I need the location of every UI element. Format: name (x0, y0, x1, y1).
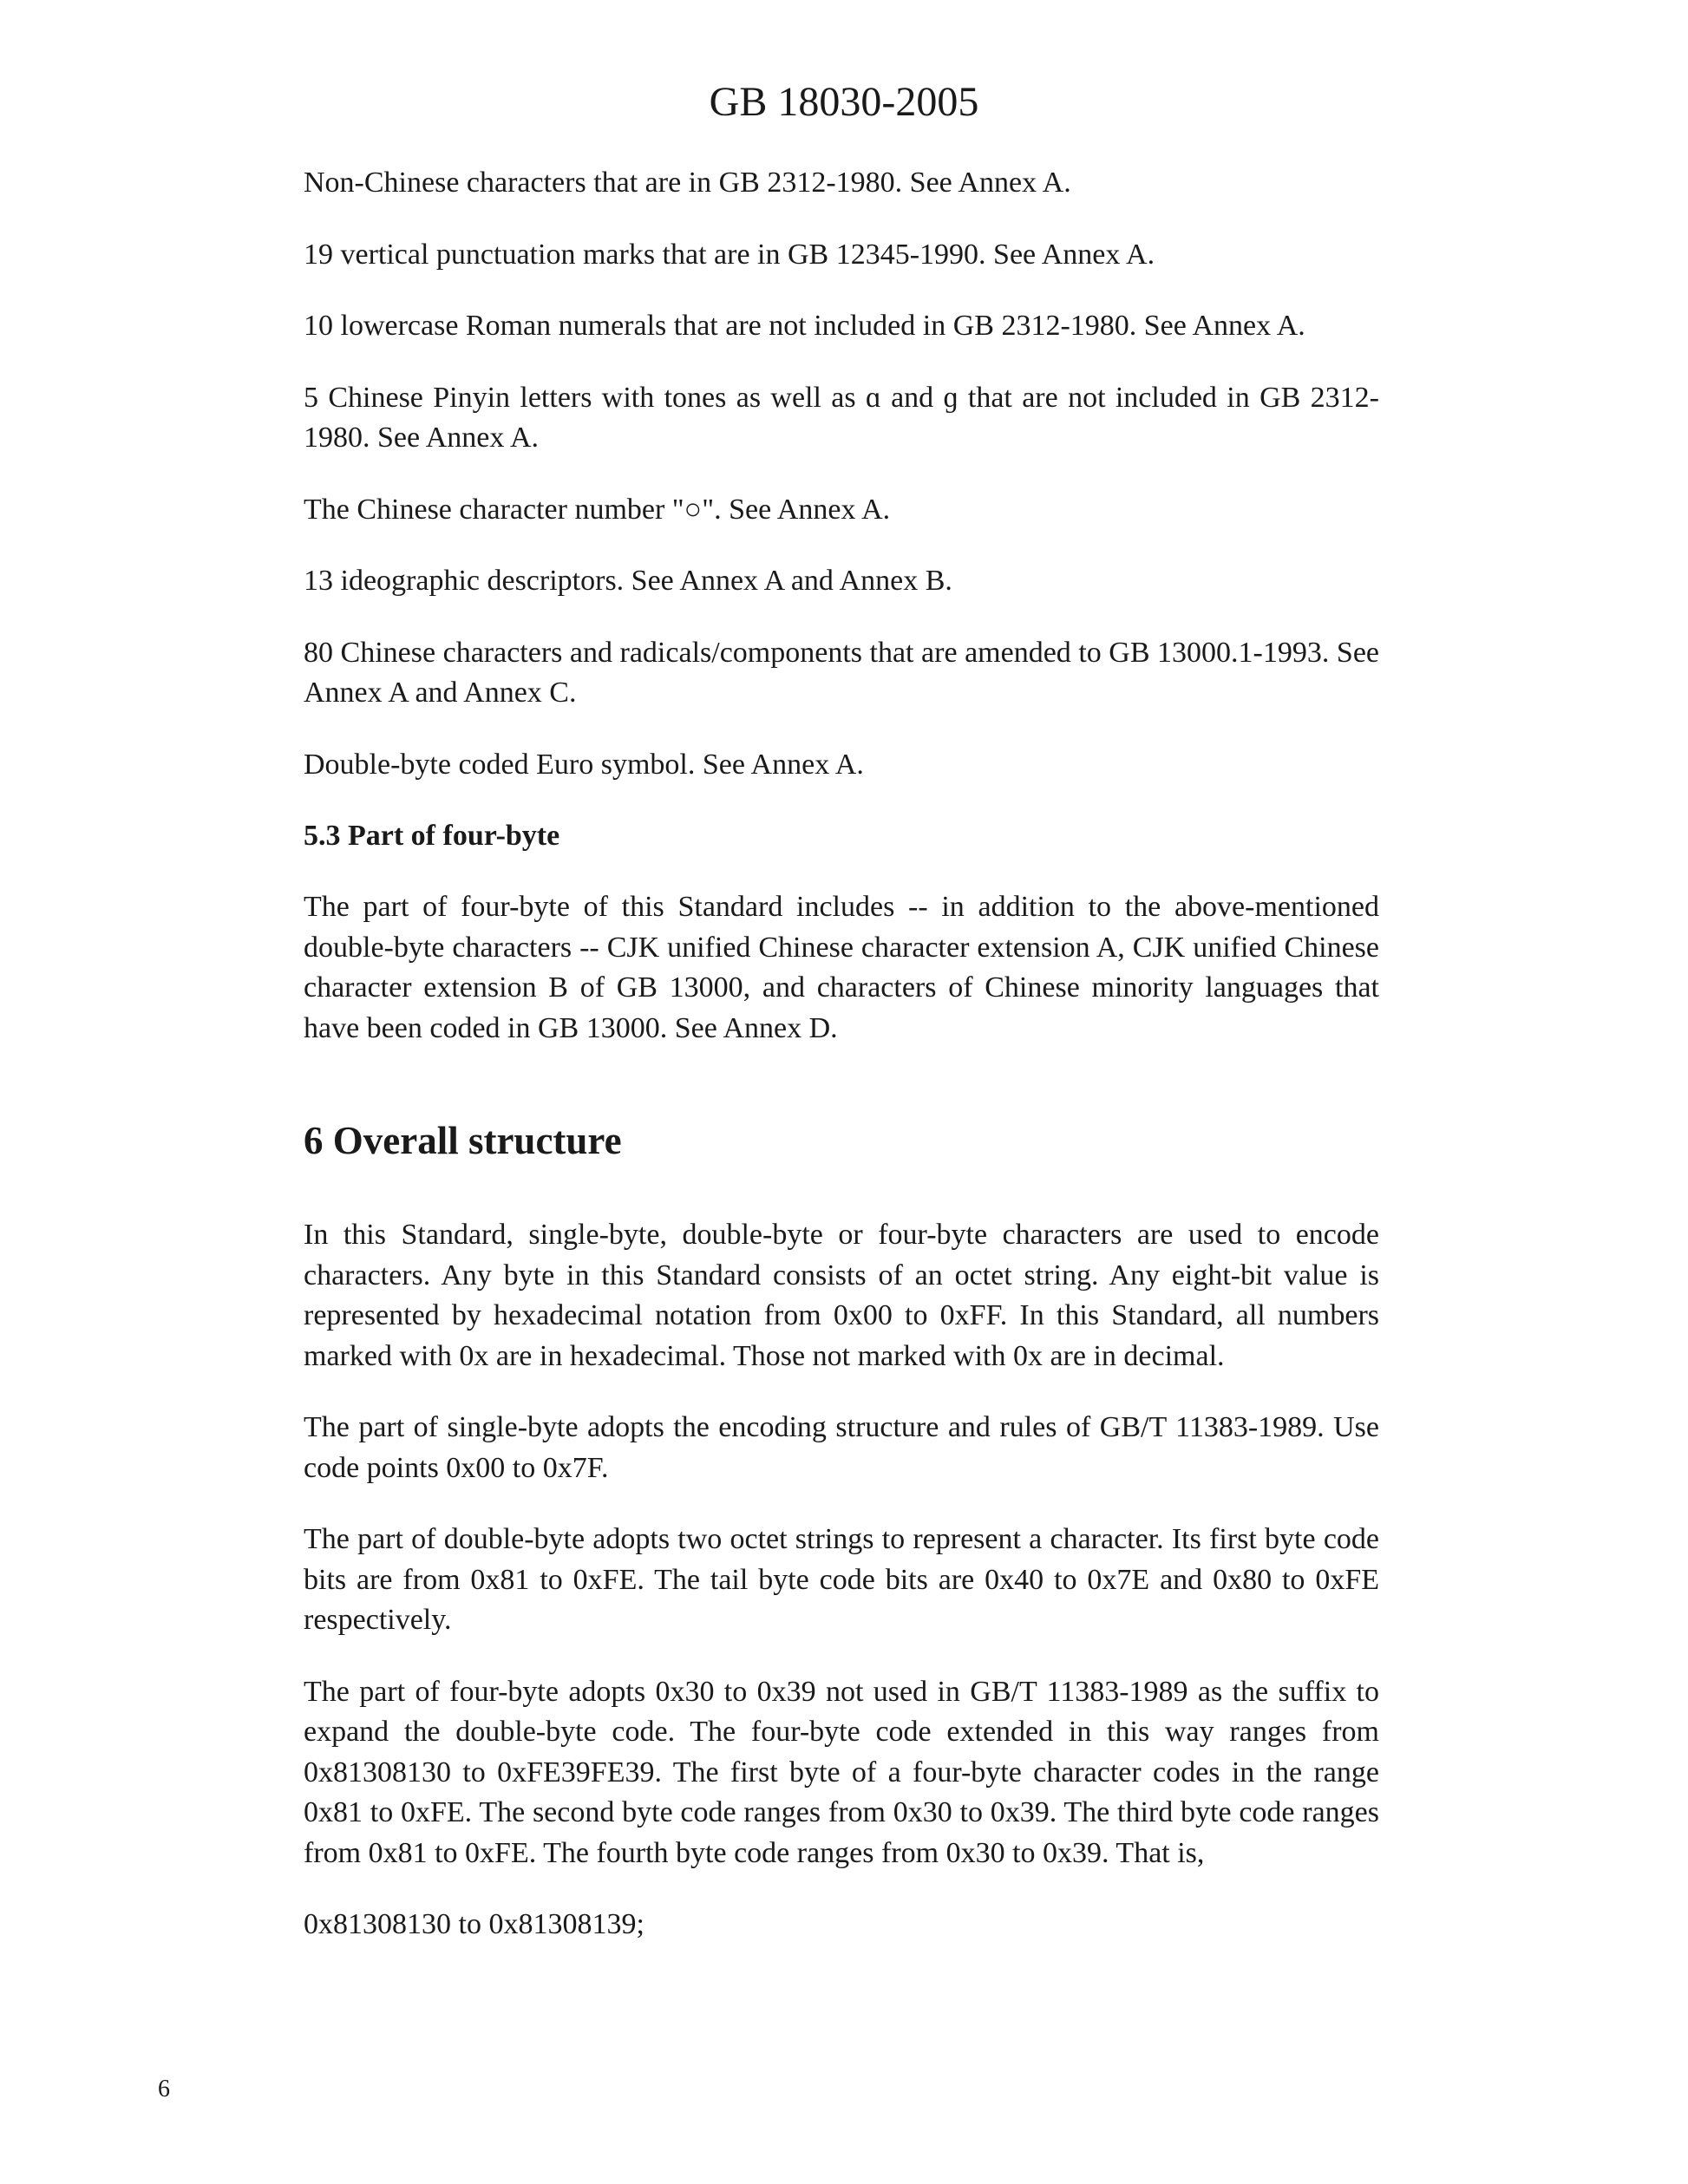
list-item-roman-numerals: 10 lowercase Roman numerals that are not included in GB 2312-1980. See Annex A. (304, 310, 1305, 342)
list-item-ideographic-descriptors: 13 ideographic descriptors. See Annex A and Annex B. (304, 565, 952, 597)
section-6-paragraph-four-byte: The part of four-byte adopts 0x30 to 0x39 not used in GB/T 11383-1989 as the suffix to expand the double-byte code. The four-byte code extended in this way ranges from 0x81308130 to 0xFE39FE39. The first byte of a four-byte character codes in the range 0x81 to 0xFE. The second byte code ranges from 0x30 to 0x39. The third byte code ranges from 0x81 to 0xFE. The fourth byte code ranges from 0x30 to 0x39. That is, (304, 1675, 1379, 1869)
section-6-heading: 6 Overall structure (304, 1119, 622, 1162)
page-header-title: GB 18030-2005 (709, 79, 979, 125)
page-number: 6 (158, 2076, 170, 2102)
list-item-character-number-zero: The Chinese character number "○". See Annex A. (304, 493, 891, 526)
list-item-pinyin-letters: 5 Chinese Pinyin letters with tones as well as ɑ and ɡ that are not included in GB 2312-1980. See Annex A. (304, 381, 1379, 454)
list-item-amended-characters: 80 Chinese characters and radicals/components that are amended to GB 13000.1-1993. See Annex A and Annex C. (304, 636, 1379, 709)
document-body (304, 163, 1379, 1977)
list-item-non-chinese-characters: Non-Chinese characters that are in GB 2312-1980. See Annex A. (304, 167, 1071, 199)
section-6-paragraph-single-byte: The part of single-byte adopts the encoding structure and rules of GB/T 11383-1989. Use code points 0x00 to 0x7F. (304, 1411, 1379, 1484)
section-5-3-body: The part of four-byte of this Standard includes -- in addition to the above-mentioned double-byte characters -- CJK unified Chinese character extension A, CJK unified Chinese character extension B of GB 13000, and characters of Chinese minority languages that have been coded in GB 13000. See Annex D. (304, 891, 1379, 1044)
list-item-vertical-punctuation: 19 vertical punctuation marks that are in GB 12345-1990. See Annex A. (304, 238, 1155, 271)
list-item-euro-symbol: Double-byte coded Euro symbol. See Annex A. (304, 748, 864, 781)
section-6-paragraph-encoding: In this Standard, single-byte, double-byte or four-byte characters are used to encode characters. Any byte in this Standard consists of an octet string. Any eight-bit value is represented by hexadecimal notation from 0x00 to 0xFF. In this Standard, all numbers marked with 0x are in hexadecimal. Those not marked with 0x are in decimal. (304, 1219, 1379, 1372)
section-6-range-line: 0x81308130 to 0x81308139; (304, 1908, 644, 1940)
section-5-3-heading: 5.3 Part of four-byte (304, 820, 560, 852)
section-6-paragraph-double-byte: The part of double-byte adopts two octet strings to represent a character. Its first byte code bits are from 0x81 to 0xFE. The tail byte code bits are 0x40 to 0x7E and 0x80 to 0xFE respectively. (304, 1523, 1379, 1636)
